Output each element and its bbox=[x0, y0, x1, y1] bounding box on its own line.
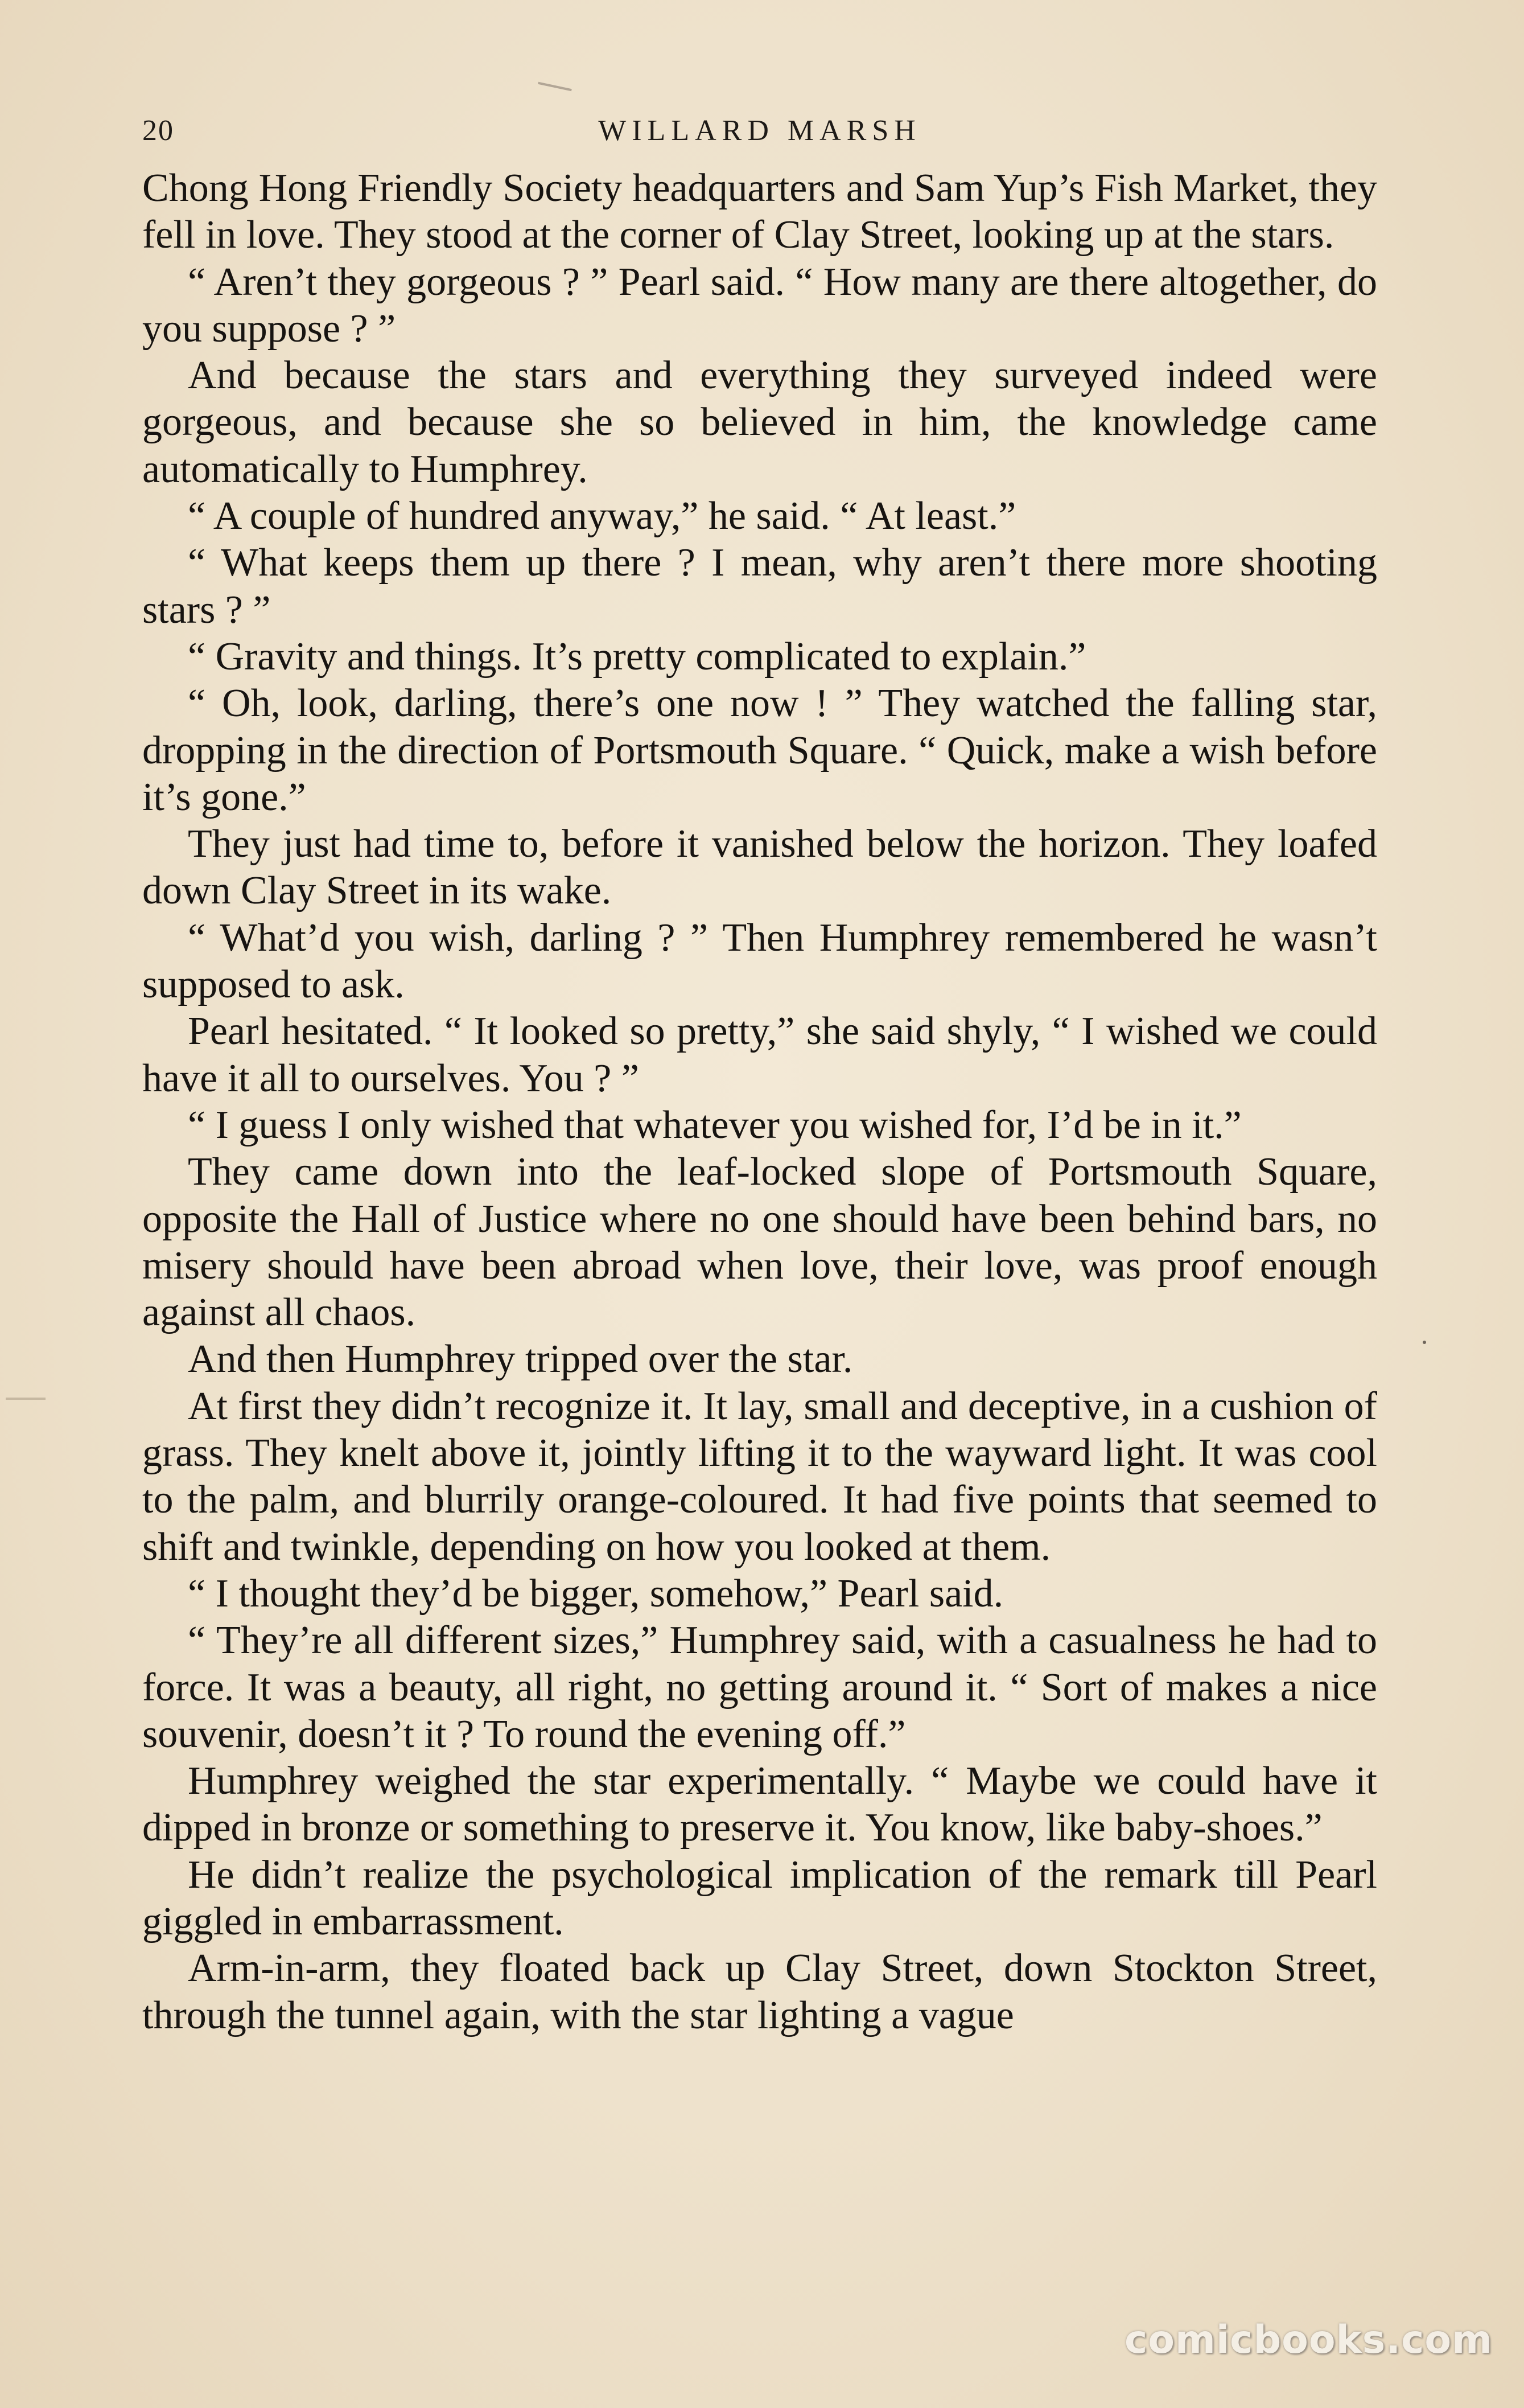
running-head bbox=[142, 114, 1377, 159]
paragraph: Arm-in-arm, they floated back up Clay Street, down Stockton Street, through the tunnel again, with the star lighting a vague bbox=[142, 1946, 1377, 2037]
paragraph: “ They’re all different sizes,” Humphrey said, with a casualness he had to force. It was a beauty, all right, no getting around it. “ Sort of makes a nice souvenir, doesn’t it ? To round the evening off.” bbox=[142, 1618, 1377, 1756]
running-title: WILLARD MARSH bbox=[598, 114, 921, 147]
body-text bbox=[142, 165, 1377, 2039]
paragraph: He didn’t realize the psychological implication of the remark till Pearl giggled in embarrassment. bbox=[142, 1852, 1377, 1943]
watermark: comicbooks.com bbox=[1124, 2317, 1493, 2362]
paragraph: Chong Hong Friendly Society headquarters and Sam Yup’s Fish Market, they fell in love. They stood at the corner of Clay Street, looking up at the stars. bbox=[142, 166, 1377, 257]
paragraph: Pearl hesitated. “ It looked so pretty,” she said shyly, “ I wished we could have it all to ourselves. You ? ” bbox=[142, 1009, 1377, 1100]
paragraph: At first they didn’t recognize it. It lay, small and deceptive, in a cushion of grass. They knelt above it, jointly lifting it to the wayward light. It was cool to the palm, and blurrily orange-coloured. It had five points that seemed to shift and twinkle, depending on how you looked at them. bbox=[142, 1384, 1377, 1569]
paragraph: And because the stars and everything they surveyed indeed were gorgeous, and because she so believed in him, the knowledge came automatically to Humphrey. bbox=[142, 354, 1377, 491]
paragraph: “ I guess I only wished that whatever you wished for, I’d be in it.” bbox=[188, 1103, 1242, 1147]
ink-dot bbox=[1423, 1341, 1426, 1344]
paragraph: And then Humphrey tripped over the star. bbox=[188, 1337, 853, 1382]
ink-mark bbox=[538, 82, 572, 91]
margin-mark bbox=[6, 1398, 46, 1400]
paragraph: “ What keeps them up there ? I mean, why aren’t there more shooting stars ? ” bbox=[142, 541, 1377, 632]
paragraph: They just had time to, before it vanished below the horizon. They loafed down Clay Street in its wake. bbox=[142, 822, 1377, 913]
paragraph: “ A couple of hundred anyway,” he said. “ At least.” bbox=[188, 494, 1016, 539]
paragraph: They came down into the leaf-locked slope of Portsmouth Square, opposite the Hall of Justice where no one should have been behind bars, no misery should have been abroad when love, their love, was proof enough against all chaos. bbox=[142, 1150, 1377, 1335]
paragraph: “ Gravity and things. It’s pretty complicated to explain.” bbox=[188, 634, 1086, 679]
paragraph: “ Aren’t they gorgeous ? ” Pearl said. “ How many are there altogether, do you suppose ? ” bbox=[142, 260, 1377, 351]
page-number: 20 bbox=[142, 114, 174, 147]
paragraph: “ I thought they’d be bigger, somehow,” Pearl said. bbox=[188, 1571, 1004, 1616]
paragraph: Humphrey weighed the star experimentally. “ Maybe we could have it dipped in bronze or something to preserve it. You know, like baby-shoes.” bbox=[142, 1759, 1377, 1850]
paragraph: “ Oh, look, darling, there’s one now ! ” They watched the falling star, dropping in the direction of Portsmouth Square. “ Quick, make a wish before it’s gone.” bbox=[142, 681, 1377, 819]
paragraph: “ What’d you wish, darling ? ” Then Humphrey remembered he wasn’t supposed to ask. bbox=[142, 915, 1377, 1007]
